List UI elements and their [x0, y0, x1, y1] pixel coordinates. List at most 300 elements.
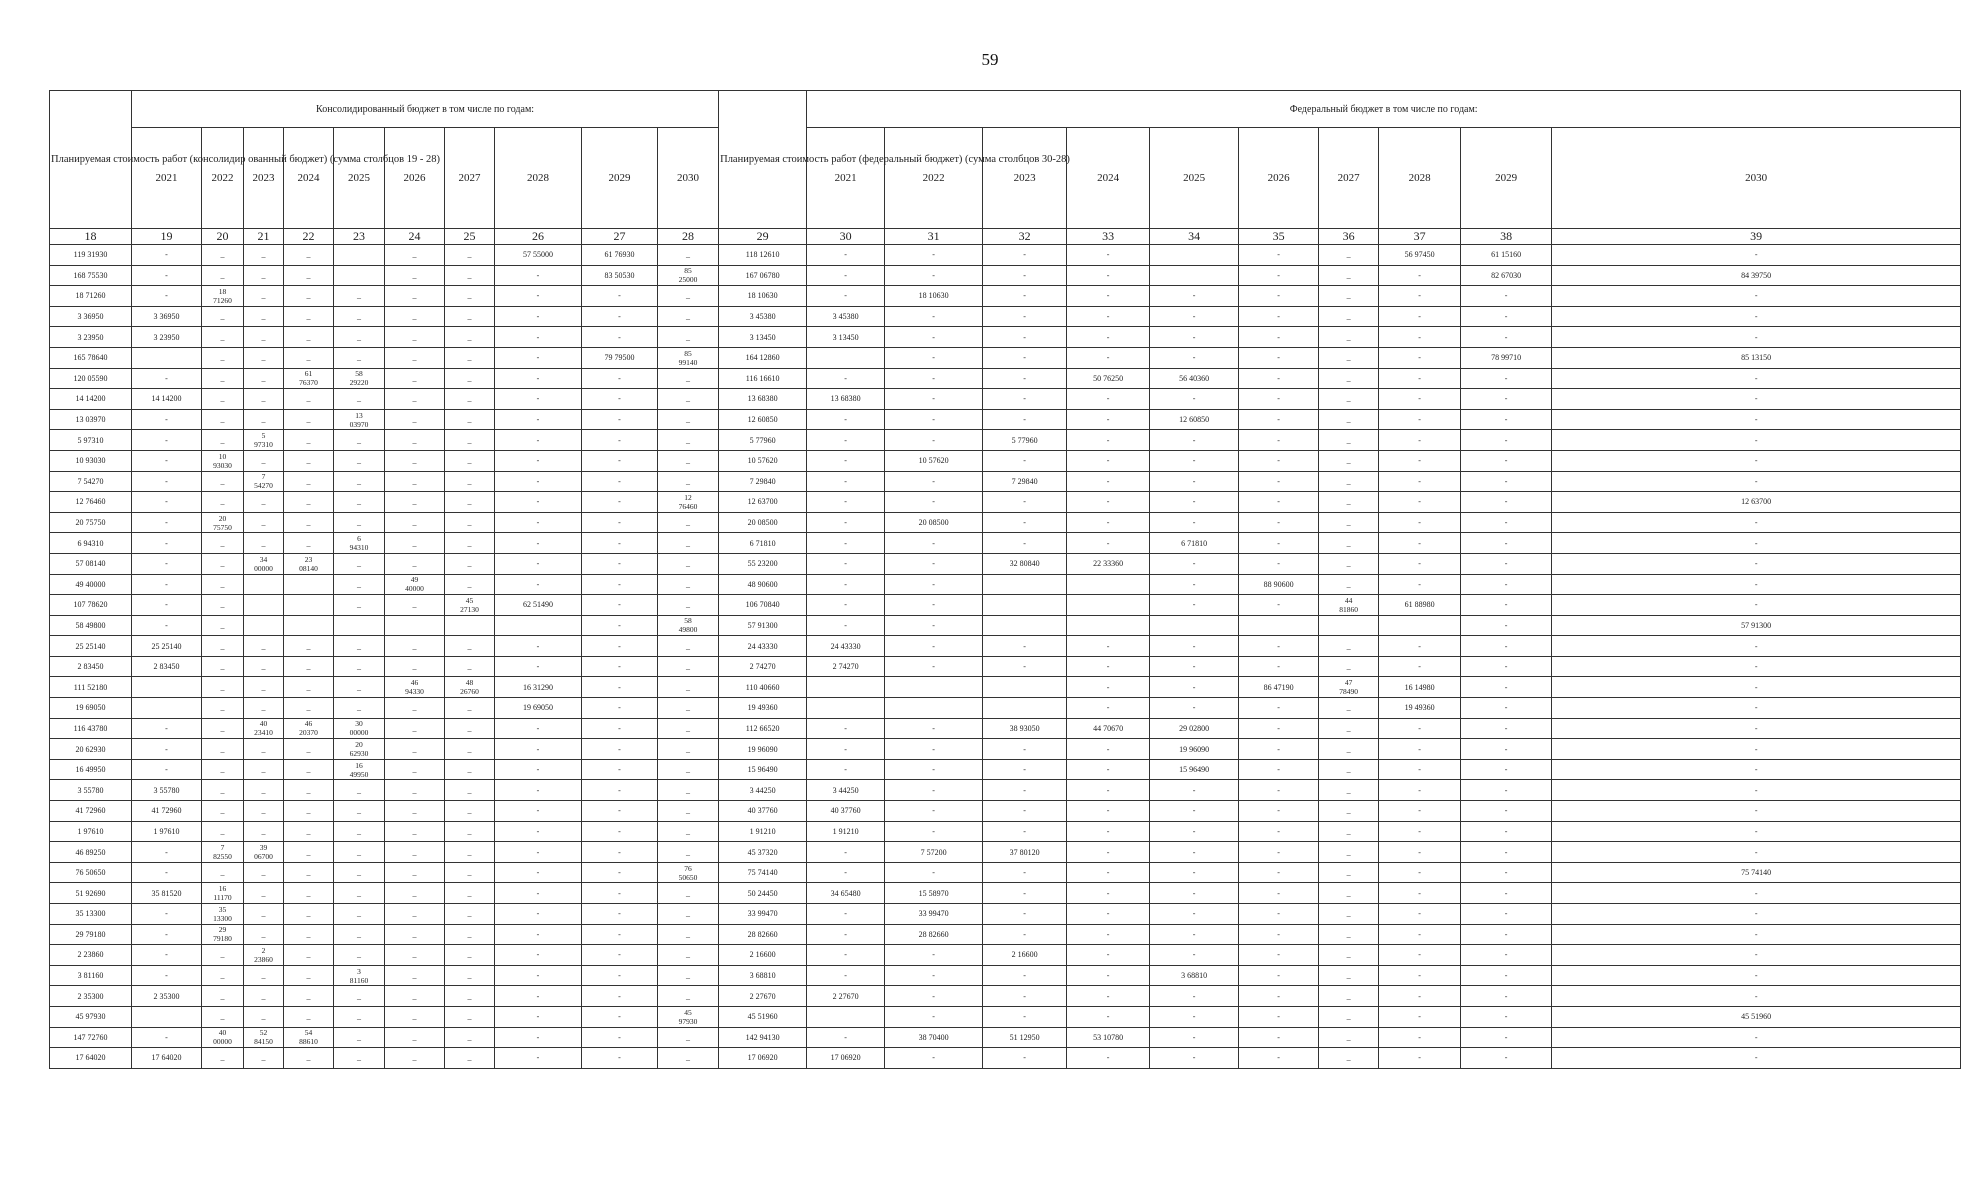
table-cell: _: [1319, 1048, 1379, 1069]
table-cell: 25 25140: [50, 636, 132, 657]
table-cell: -: [132, 759, 202, 780]
table-cell: _: [445, 245, 495, 266]
table-cell: _: [1319, 656, 1379, 677]
table-cell: -: [1150, 553, 1239, 574]
table-cell: 6 71810: [1150, 533, 1239, 554]
table-cell: _: [1319, 347, 1379, 368]
table-cell: _: [244, 450, 284, 471]
table-cell: _: [284, 821, 334, 842]
table-cell: -: [1239, 327, 1319, 348]
table-cell: -: [1150, 698, 1239, 719]
table-cell: _: [202, 265, 244, 286]
table-cell: 18 71260: [202, 286, 244, 307]
table-cell: -: [1379, 306, 1461, 327]
table-cell: -: [495, 553, 582, 574]
table-cell: 1 91210: [807, 821, 885, 842]
table-cell: -: [885, 986, 983, 1007]
table-cell: _: [244, 924, 284, 945]
table-cell: -: [1067, 945, 1150, 966]
table-cell: 50 24450: [719, 883, 807, 904]
consolidated-year-header: 2028: [495, 128, 582, 229]
table-cell: _: [284, 801, 334, 822]
table-row: [50, 347, 1961, 368]
table-cell: -: [885, 965, 983, 986]
table-cell: -: [582, 677, 658, 698]
table-cell: [1067, 595, 1150, 616]
table-cell: -: [983, 306, 1067, 327]
table-cell: -: [983, 286, 1067, 307]
table-cell: -: [1552, 1048, 1961, 1069]
table-cell: _: [244, 801, 284, 822]
table-cell: _: [658, 821, 719, 842]
column-number: 25: [445, 229, 495, 245]
table-cell: _: [202, 718, 244, 739]
table-cell: -: [983, 801, 1067, 822]
table-cell: _: [385, 1027, 445, 1048]
table-cell: _: [445, 306, 495, 327]
table-cell: -: [1239, 636, 1319, 657]
table-cell: _: [284, 1048, 334, 1069]
column-number: 22: [284, 229, 334, 245]
table-row: [50, 265, 1961, 286]
table-row: [50, 945, 1961, 966]
table-cell: _: [1319, 553, 1379, 574]
table-cell: _: [334, 945, 385, 966]
table-cell: -: [1150, 904, 1239, 925]
table-cell: [983, 698, 1067, 719]
table-row: [50, 471, 1961, 492]
table-cell: _: [658, 986, 719, 1007]
table-cell: -: [1150, 801, 1239, 822]
table-cell: _: [334, 677, 385, 698]
table-cell: -: [983, 265, 1067, 286]
right-total-header: Планируемая стоимость работ (федеральный бюджет) (сумма столбцов 30-28): [719, 91, 807, 229]
table-cell: -: [1379, 327, 1461, 348]
table-cell: -: [582, 739, 658, 760]
table-cell: 10 93030: [202, 450, 244, 471]
table-cell: _: [658, 924, 719, 945]
table-cell: -: [582, 306, 658, 327]
table-cell: -: [885, 656, 983, 677]
table-cell: -: [495, 368, 582, 389]
table-cell: _: [385, 780, 445, 801]
table-cell: -: [495, 1006, 582, 1027]
table-cell: -: [1461, 368, 1552, 389]
table-cell: 61 15160: [1461, 245, 1552, 266]
table-cell: 5 97310: [244, 430, 284, 451]
table-cell: _: [385, 1006, 445, 1027]
table-cell: -: [495, 492, 582, 513]
table-cell: -: [132, 1027, 202, 1048]
table-row: [50, 327, 1961, 348]
table-cell: _: [445, 512, 495, 533]
table-row: [50, 1048, 1961, 1069]
table-cell: -: [1379, 780, 1461, 801]
table-cell: -: [1067, 533, 1150, 554]
table-cell: 116 43780: [50, 718, 132, 739]
table-cell: -: [1239, 821, 1319, 842]
table-cell: _: [445, 821, 495, 842]
table-cell: -: [1150, 862, 1239, 883]
table-cell: -: [1067, 636, 1150, 657]
table-cell: [1067, 574, 1150, 595]
table-cell: 45 97930: [50, 1006, 132, 1027]
table-cell: 15 96490: [1150, 759, 1239, 780]
table-cell: _: [445, 1006, 495, 1027]
table-cell: [284, 574, 334, 595]
table-row: [50, 656, 1961, 677]
table-cell: 3 68810: [719, 965, 807, 986]
table-cell: -: [1239, 1006, 1319, 1027]
table-cell: 10 57620: [885, 450, 983, 471]
table-cell: _: [284, 636, 334, 657]
table-cell: -: [132, 409, 202, 430]
table-cell: _: [284, 698, 334, 719]
table-cell: -: [1461, 306, 1552, 327]
table-cell: -: [807, 615, 885, 636]
table-cell: 119 31930: [50, 245, 132, 266]
table-cell: 28 82660: [719, 924, 807, 945]
table-cell: -: [1067, 450, 1150, 471]
table-cell: -: [582, 430, 658, 451]
table-cell: 12 76460: [658, 492, 719, 513]
table-cell: -: [582, 759, 658, 780]
table-cell: -: [1461, 698, 1552, 719]
table-cell: 19 49360: [1379, 698, 1461, 719]
table-cell: -: [1552, 739, 1961, 760]
table-cell: [1150, 245, 1239, 266]
table-row: [50, 1027, 1961, 1048]
table-cell: -: [132, 842, 202, 863]
table-cell: -: [1379, 945, 1461, 966]
table-cell: _: [658, 512, 719, 533]
table-cell: _: [1319, 759, 1379, 780]
table-cell: _: [445, 780, 495, 801]
table-cell: -: [1067, 512, 1150, 533]
table-cell: 35 81520: [132, 883, 202, 904]
table-cell: 49 40000: [50, 574, 132, 595]
table-cell: 12 76460: [50, 492, 132, 513]
table-cell: 3 23950: [132, 327, 202, 348]
table-cell: _: [334, 389, 385, 410]
table-cell: -: [807, 368, 885, 389]
table-row: [50, 574, 1961, 595]
table-cell: -: [885, 862, 983, 883]
table-cell: 2 27670: [807, 986, 885, 1007]
table-cell: 84 39750: [1552, 265, 1961, 286]
table-cell: -: [1461, 553, 1552, 574]
table-cell: -: [1379, 636, 1461, 657]
table-cell: [284, 595, 334, 616]
table-cell: -: [1150, 595, 1239, 616]
table-cell: _: [202, 327, 244, 348]
table-cell: 167 06780: [719, 265, 807, 286]
table-cell: [807, 698, 885, 719]
consolidated-year-header: 2025: [334, 128, 385, 229]
table-cell: _: [334, 1027, 385, 1048]
table-cell: 23 08140: [284, 553, 334, 574]
table-cell: _: [445, 636, 495, 657]
table-cell: _: [334, 306, 385, 327]
table-cell: _: [284, 1006, 334, 1027]
table-cell: _: [385, 265, 445, 286]
table-cell: _: [284, 945, 334, 966]
table-cell: -: [1379, 409, 1461, 430]
table-cell: -: [1239, 801, 1319, 822]
column-number: 37: [1379, 229, 1461, 245]
table-cell: _: [334, 656, 385, 677]
column-number: 34: [1150, 229, 1239, 245]
table-cell: _: [244, 821, 284, 842]
table-cell: -: [983, 347, 1067, 368]
table-cell: -: [1239, 759, 1319, 780]
table-cell: -: [885, 574, 983, 595]
table-cell: -: [885, 471, 983, 492]
table-cell: _: [202, 389, 244, 410]
table-cell: -: [582, 883, 658, 904]
table-cell: _: [202, 759, 244, 780]
table-row: [50, 883, 1961, 904]
table-cell: _: [202, 595, 244, 616]
table-cell: -: [1379, 656, 1461, 677]
table-cell: 37 80120: [983, 842, 1067, 863]
table-cell: 164 12860: [719, 347, 807, 368]
table-cell: _: [1319, 718, 1379, 739]
table-cell: _: [445, 286, 495, 307]
table-cell: 28 82660: [885, 924, 983, 945]
table-cell: -: [1379, 986, 1461, 1007]
table-cell: _: [1319, 409, 1379, 430]
table-cell: 56 97450: [1379, 245, 1461, 266]
table-cell: -: [1239, 718, 1319, 739]
table-cell: _: [244, 347, 284, 368]
table-cell: -: [807, 430, 885, 451]
table-cell: _: [385, 986, 445, 1007]
table-cell: 111 52180: [50, 677, 132, 698]
table-cell: _: [658, 389, 719, 410]
table-cell: 2 16600: [719, 945, 807, 966]
table-cell: _: [244, 904, 284, 925]
table-cell: _: [334, 842, 385, 863]
table-cell: 19 96090: [719, 739, 807, 760]
consolidated-year-header: 2027: [445, 128, 495, 229]
table-cell: 118 12610: [719, 245, 807, 266]
column-number: 31: [885, 229, 983, 245]
table-cell: -: [582, 553, 658, 574]
table-cell: -: [1461, 1006, 1552, 1027]
table-cell: 22 33360: [1067, 553, 1150, 574]
table-cell: _: [244, 265, 284, 286]
table-cell: -: [1150, 656, 1239, 677]
table-cell: 41 72960: [50, 801, 132, 822]
table-cell: _: [244, 368, 284, 389]
table-cell: _: [445, 471, 495, 492]
table-cell: -: [1461, 821, 1552, 842]
table-cell: [1150, 265, 1239, 286]
table-cell: _: [445, 945, 495, 966]
table-cell: _: [385, 821, 445, 842]
table-cell: _: [244, 245, 284, 266]
table-cell: _: [658, 553, 719, 574]
table-cell: -: [495, 1048, 582, 1069]
table-cell: 10 93030: [50, 450, 132, 471]
table-cell: -: [1379, 347, 1461, 368]
table-cell: 62 51490: [495, 595, 582, 616]
table-cell: -: [1552, 656, 1961, 677]
table-cell: -: [1067, 327, 1150, 348]
table-row: [50, 821, 1961, 842]
table-cell: -: [582, 801, 658, 822]
table-cell: _: [1319, 389, 1379, 410]
table-cell: -: [807, 512, 885, 533]
table-cell: _: [658, 656, 719, 677]
federal-budget-header: Федеральный бюджет в том числе по годам:: [807, 91, 1961, 128]
table-cell: _: [284, 986, 334, 1007]
table-cell: _: [658, 409, 719, 430]
table-cell: _: [334, 430, 385, 451]
table-cell: _: [334, 286, 385, 307]
table-cell: 58 49800: [658, 615, 719, 636]
table-cell: -: [1552, 759, 1961, 780]
table-cell: _: [244, 862, 284, 883]
table-cell: -: [495, 265, 582, 286]
table-cell: -: [1067, 862, 1150, 883]
table-cell: _: [334, 1048, 385, 1069]
table-cell: -: [495, 904, 582, 925]
table-cell: _: [658, 698, 719, 719]
table-cell: -: [1379, 718, 1461, 739]
table-cell: [983, 574, 1067, 595]
table-cell: [807, 677, 885, 698]
table-cell: 13 03970: [50, 409, 132, 430]
table-cell: 45 51960: [1552, 1006, 1961, 1027]
table-cell: [1150, 615, 1239, 636]
table-cell: _: [445, 368, 495, 389]
table-cell: 20 75750: [50, 512, 132, 533]
table-cell: -: [983, 245, 1067, 266]
table-cell: -: [132, 245, 202, 266]
table-cell: _: [284, 904, 334, 925]
table-cell: 20 62930: [50, 739, 132, 760]
table-cell: -: [1067, 739, 1150, 760]
table-cell: -: [1379, 265, 1461, 286]
table-cell: -: [1239, 450, 1319, 471]
table-cell: -: [983, 780, 1067, 801]
table-cell: _: [202, 1048, 244, 1069]
table-cell: _: [284, 656, 334, 677]
table-cell: -: [1239, 245, 1319, 266]
table-cell: 3 55780: [132, 780, 202, 801]
table-cell: -: [983, 1048, 1067, 1069]
table-cell: 6 94310: [50, 533, 132, 554]
table-row: [50, 842, 1961, 863]
table-cell: -: [983, 1006, 1067, 1027]
table-cell: _: [445, 409, 495, 430]
table-cell: -: [1379, 574, 1461, 595]
table-cell: _: [385, 698, 445, 719]
table-cell: 53 10780: [1067, 1027, 1150, 1048]
table-cell: 50 76250: [1067, 368, 1150, 389]
table-cell: [983, 595, 1067, 616]
table-cell: 2 74270: [807, 656, 885, 677]
table-cell: _: [385, 1048, 445, 1069]
table-cell: _: [284, 286, 334, 307]
table-cell: -: [1461, 677, 1552, 698]
table-cell: _: [1319, 965, 1379, 986]
table-cell: 39 06700: [244, 842, 284, 863]
table-cell: -: [1067, 306, 1150, 327]
table-cell: 29 02800: [1150, 718, 1239, 739]
table-cell: _: [244, 636, 284, 657]
table-row: [50, 615, 1961, 636]
table-cell: -: [132, 739, 202, 760]
table-cell: 5 77960: [719, 430, 807, 451]
table-cell: _: [202, 615, 244, 636]
table-cell: 2 16600: [983, 945, 1067, 966]
table-cell: [1379, 615, 1461, 636]
table-cell: _: [202, 347, 244, 368]
table-cell: 88 90600: [1239, 574, 1319, 595]
table-cell: 33 99470: [719, 904, 807, 925]
table-cell: 55 23200: [719, 553, 807, 574]
table-cell: 40 37760: [719, 801, 807, 822]
table-cell: -: [132, 574, 202, 595]
table-cell: _: [1319, 945, 1379, 966]
table-cell: _: [202, 533, 244, 554]
table-cell: -: [582, 862, 658, 883]
table-cell: -: [495, 512, 582, 533]
table-cell: _: [385, 553, 445, 574]
table-cell: 76 50650: [658, 862, 719, 883]
table-cell: _: [244, 286, 284, 307]
table-cell: -: [983, 636, 1067, 657]
table-cell: -: [983, 759, 1067, 780]
table-cell: -: [1461, 945, 1552, 966]
table-cell: -: [1067, 286, 1150, 307]
table-cell: -: [1067, 1048, 1150, 1069]
table-cell: _: [244, 656, 284, 677]
table-cell: _: [445, 450, 495, 471]
table-cell: -: [495, 409, 582, 430]
table-cell: -: [1067, 1006, 1150, 1027]
table-cell: -: [1379, 739, 1461, 760]
table-cell: -: [582, 698, 658, 719]
table-cell: 3 36950: [132, 306, 202, 327]
table-cell: _: [334, 450, 385, 471]
table-cell: _: [658, 1048, 719, 1069]
table-cell: -: [495, 306, 582, 327]
table-cell: 3 44250: [807, 780, 885, 801]
table-cell: [807, 347, 885, 368]
table-cell: -: [807, 718, 885, 739]
table-cell: 107 78620: [50, 595, 132, 616]
table-cell: 17 06920: [807, 1048, 885, 1069]
table-cell: -: [495, 883, 582, 904]
table-cell: _: [658, 471, 719, 492]
table-cell: -: [1239, 409, 1319, 430]
table-cell: _: [1319, 512, 1379, 533]
table-cell: _: [1319, 842, 1379, 863]
table-cell: _: [334, 1006, 385, 1027]
table-cell: -: [1150, 471, 1239, 492]
table-cell: -: [132, 862, 202, 883]
table-cell: 86 47190: [1239, 677, 1319, 698]
table-cell: _: [385, 759, 445, 780]
table-cell: 16 14980: [1379, 677, 1461, 698]
table-cell: _: [334, 986, 385, 1007]
table-cell: _: [284, 471, 334, 492]
table-cell: _: [385, 595, 445, 616]
